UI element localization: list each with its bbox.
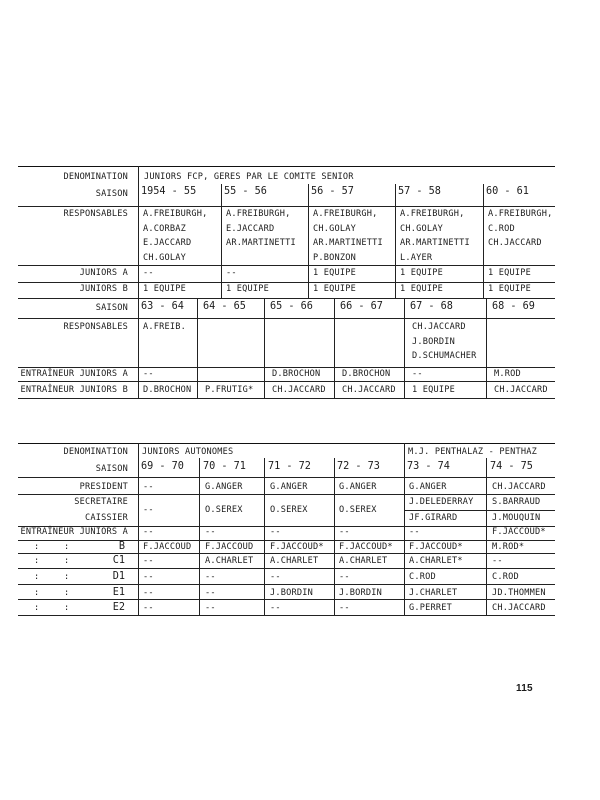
table-rule-horizontal bbox=[18, 367, 555, 368]
table-cell: JF.GIRARD bbox=[409, 513, 458, 523]
table-rule-vertical bbox=[138, 443, 139, 615]
merged-cell: O.SEREX bbox=[270, 505, 308, 515]
juniors-a-cell: -- bbox=[143, 268, 154, 278]
responsables-label: RESPONSABLES bbox=[63, 209, 128, 219]
ditto-colon: : bbox=[34, 556, 40, 566]
juniors-a-cell: 1 EQUIPE bbox=[400, 268, 443, 278]
table-rule-vertical bbox=[199, 458, 200, 615]
row-label: E1 bbox=[112, 587, 125, 598]
table-cell: F.JACCOUD* bbox=[492, 527, 546, 537]
table-rule-vertical bbox=[221, 184, 222, 298]
denomination-label: DENOMINATION bbox=[63, 447, 128, 457]
table-rule-vertical bbox=[264, 458, 265, 615]
ditto-colon: : bbox=[64, 542, 70, 552]
table-rule-horizontal bbox=[18, 318, 555, 319]
juniors-b-cell: 1 EQUIPE bbox=[488, 284, 531, 294]
table-cell: -- bbox=[339, 527, 350, 537]
table-rule-horizontal bbox=[18, 298, 555, 299]
table-cell: G.ANGER bbox=[205, 482, 243, 492]
ditto-colon: : bbox=[64, 556, 70, 566]
table-cell: M.ROD* bbox=[492, 542, 525, 552]
entraineur-a-cell: -- bbox=[143, 369, 154, 379]
ditto-colon: : bbox=[64, 588, 70, 598]
saison-label: SAISON bbox=[95, 189, 128, 199]
table-rule-vertical bbox=[404, 443, 405, 458]
table-rule-vertical bbox=[486, 458, 487, 615]
denomination-value: JUNIORS AUTONOMES bbox=[142, 447, 234, 457]
table-rule-horizontal bbox=[18, 540, 555, 541]
table-cell: -- bbox=[339, 572, 350, 582]
ditto-colon: : bbox=[34, 603, 40, 613]
table-cell: J.BORDIN bbox=[339, 588, 382, 598]
table-rule-horizontal bbox=[18, 166, 555, 167]
row-label: ENTRAÎNEUR JUNIORS A bbox=[20, 527, 128, 537]
season-header: 69 - 70 bbox=[141, 461, 184, 472]
table-rule-horizontal bbox=[18, 265, 555, 266]
responsable-name: AR.MARTINETTI bbox=[400, 238, 470, 248]
table-rule-vertical bbox=[334, 298, 335, 398]
merged-cell: -- bbox=[143, 505, 154, 515]
season-header: 68 - 69 bbox=[492, 301, 535, 312]
table-rule-horizontal bbox=[404, 510, 555, 511]
season-header: 74 - 75 bbox=[490, 461, 533, 472]
table-rule-vertical bbox=[138, 166, 139, 398]
entraineur-a-label: ENTRAÎNEUR JUNIORS A bbox=[20, 369, 128, 379]
ditto-colon: : bbox=[34, 572, 40, 582]
table-cell: CH.JACCARD bbox=[492, 482, 546, 492]
table-rule-horizontal bbox=[18, 494, 555, 495]
responsable-name: A.FREIBURGH, bbox=[143, 209, 208, 219]
responsable-name: CH.GOLAY bbox=[143, 252, 186, 263]
responsable-name: J.BORDIN bbox=[412, 336, 455, 347]
table-cell: -- bbox=[143, 603, 154, 613]
juniors-b-cell: 1 EQUIPE bbox=[143, 284, 186, 294]
season-header: 70 - 71 bbox=[203, 461, 246, 472]
table-cell: F.JACCOUD bbox=[143, 542, 192, 552]
row-label: SECRETAIRE bbox=[74, 497, 128, 507]
responsable-name: L.AYER bbox=[400, 252, 433, 263]
juniors-a-cell: -- bbox=[226, 268, 237, 278]
table-cell: -- bbox=[143, 527, 154, 537]
table-cell: C.ROD bbox=[409, 572, 436, 582]
table-cell: F.JACCOUD* bbox=[339, 542, 393, 552]
entraineur-b-cell: CH.JACCARD bbox=[342, 385, 396, 395]
row-label: PRESIDENT bbox=[79, 482, 128, 492]
table-rule-horizontal bbox=[18, 477, 555, 478]
juniors-b-cell: 1 EQUIPE bbox=[313, 284, 356, 294]
table-cell: G.ANGER bbox=[270, 482, 308, 492]
season-header: 55 - 56 bbox=[224, 186, 267, 197]
juniors-b-cell: 1 EQUIPE bbox=[226, 284, 269, 294]
ditto-colon: : bbox=[34, 588, 40, 598]
row-label: C1 bbox=[112, 555, 125, 566]
season-header: 66 - 67 bbox=[340, 301, 383, 312]
responsables-label: RESPONSABLES bbox=[63, 322, 128, 332]
juniors-a-cell: 1 EQUIPE bbox=[488, 268, 531, 278]
ditto-colon: : bbox=[64, 603, 70, 613]
table-rule-vertical bbox=[404, 298, 405, 398]
responsable-name: P.BONZON bbox=[313, 252, 356, 263]
responsable-name: AR.MARTINETTI bbox=[226, 238, 296, 248]
table-rule-vertical bbox=[308, 184, 309, 298]
table-cell: -- bbox=[270, 572, 281, 582]
table-cell: -- bbox=[409, 527, 420, 537]
season-header: 73 - 74 bbox=[407, 461, 450, 472]
responsable-name: A.FREIBURGH, bbox=[226, 209, 291, 219]
table-cell: -- bbox=[270, 603, 281, 613]
season-header: 1954 - 55 bbox=[141, 186, 197, 197]
table-rule-horizontal bbox=[18, 599, 555, 600]
merged-cell: O.SEREX bbox=[339, 505, 377, 515]
table-rule-vertical bbox=[197, 298, 198, 398]
table-cell: JD.THOMMEN bbox=[492, 588, 546, 598]
entraineur-a-cell: D.BROCHON bbox=[272, 369, 321, 379]
responsable-name: CH.GOLAY bbox=[313, 223, 356, 234]
season-header: 60 - 61 bbox=[486, 186, 529, 197]
table-rule-vertical bbox=[334, 458, 335, 615]
table-cell: G.PERRET bbox=[409, 603, 452, 613]
season-header: 71 - 72 bbox=[268, 461, 311, 472]
entraineur-a-cell: M.ROD bbox=[494, 369, 521, 379]
table-cell: A.CHARLET bbox=[205, 556, 254, 566]
entraineur-b-cell: 1 EQUIPE bbox=[412, 385, 455, 395]
responsable-name: C.ROD bbox=[488, 223, 515, 234]
table-rule-horizontal bbox=[18, 553, 555, 554]
table-cell: J.CHARLET bbox=[409, 588, 458, 598]
entraineur-a-cell: -- bbox=[412, 369, 423, 379]
table-rule-vertical bbox=[264, 298, 265, 398]
responsable-name: CH.JACCARD bbox=[488, 238, 542, 248]
page-number: 115 bbox=[516, 683, 533, 694]
table-rule-horizontal bbox=[18, 568, 555, 569]
responsable-name: A.FREIBURGH, bbox=[488, 209, 553, 219]
entraineur-a-cell: D.BROCHON bbox=[342, 369, 391, 379]
responsable-name: CH.JACCARD bbox=[412, 322, 466, 332]
entraineur-b-cell: CH.JACCARD bbox=[272, 385, 326, 395]
table-cell: F.JACCOUD bbox=[205, 542, 254, 552]
denomination-value: JUNIORS FCP, GERES PAR LE COMITE SENIOR bbox=[144, 172, 354, 182]
juniors-b-cell: 1 EQUIPE bbox=[400, 284, 443, 294]
table-rule-horizontal bbox=[18, 206, 555, 207]
table-cell: CH.JACCARD bbox=[492, 603, 546, 613]
table-cell: -- bbox=[143, 556, 154, 566]
responsable-name: D.SCHUMACHER bbox=[412, 351, 477, 361]
table-cell: -- bbox=[143, 572, 154, 582]
table-cell: -- bbox=[270, 527, 281, 537]
table-cell: A.CHARLET bbox=[339, 556, 388, 566]
table-cell: C.ROD bbox=[492, 572, 519, 582]
denomination-value-2: M.J. PENTHALAZ - PENTHAZ bbox=[408, 447, 537, 457]
responsable-name: A.FREIBURGH, bbox=[313, 209, 378, 219]
responsable-name: E.JACCARD bbox=[143, 238, 192, 248]
table-cell: A.CHARLET* bbox=[409, 556, 463, 566]
entraineur-b-cell: P.FRUTIG* bbox=[205, 385, 254, 395]
table-rule-horizontal bbox=[18, 282, 555, 283]
table-cell: -- bbox=[205, 588, 216, 598]
table-rule-horizontal bbox=[18, 381, 555, 382]
season-header: 65 - 66 bbox=[270, 301, 313, 312]
season-header: 57 - 58 bbox=[398, 186, 441, 197]
ditto-colon: : bbox=[64, 572, 70, 582]
responsable-name: A.FREIB. bbox=[143, 322, 186, 332]
responsable-name: CH.GOLAY bbox=[400, 223, 443, 234]
table-rule-horizontal bbox=[18, 398, 555, 399]
table-cell: -- bbox=[205, 527, 216, 537]
row-label: D1 bbox=[112, 571, 125, 582]
table-rule-vertical bbox=[404, 458, 405, 615]
season-header: 67 - 68 bbox=[410, 301, 453, 312]
table-rule-horizontal bbox=[18, 443, 555, 444]
responsable-name: A.FREIBURGH, bbox=[400, 209, 465, 219]
juniors-b-label: JUNIORS B bbox=[79, 284, 128, 294]
table-cell: J.BORDIN bbox=[270, 588, 313, 598]
saison-label: SAISON bbox=[95, 303, 128, 313]
table-cell: -- bbox=[205, 572, 216, 582]
table-cell: F.JACCOUD* bbox=[409, 542, 463, 552]
table-rule-vertical bbox=[483, 184, 484, 298]
table-rule-vertical bbox=[395, 184, 396, 298]
responsable-name: E.JACCARD bbox=[226, 223, 275, 234]
merged-cell: O.SEREX bbox=[205, 505, 243, 515]
ditto-colon: : bbox=[34, 542, 40, 552]
season-header: 63 - 64 bbox=[141, 301, 184, 312]
juniors-a-cell: 1 EQUIPE bbox=[313, 268, 356, 278]
entraineur-b-cell: D.BROCHON bbox=[143, 385, 192, 395]
table-cell: F.JACCOUD* bbox=[270, 542, 324, 552]
responsable-name: AR.MARTINETTI bbox=[313, 238, 383, 248]
table-cell: J.DELEDERRAY bbox=[409, 497, 474, 507]
table-cell: G.ANGER bbox=[409, 482, 447, 492]
table-cell: S.BARRAUD bbox=[492, 497, 541, 507]
table-cell: -- bbox=[492, 556, 503, 566]
responsable-name: A.CORBAZ bbox=[143, 223, 186, 234]
season-header: 72 - 73 bbox=[337, 461, 380, 472]
table-cell: G.ANGER bbox=[339, 482, 377, 492]
saison-label: SAISON bbox=[95, 464, 128, 474]
juniors-a-label: JUNIORS A bbox=[79, 268, 128, 278]
row-label: CAISSIER bbox=[85, 513, 128, 523]
season-header: 56 - 57 bbox=[311, 186, 354, 197]
table-cell: -- bbox=[143, 482, 154, 492]
denomination-label: DENOMINATION bbox=[63, 172, 128, 182]
table-cell: -- bbox=[339, 603, 350, 613]
table-cell: J.MOUQUIN bbox=[492, 513, 541, 523]
table-cell: A.CHARLET bbox=[270, 556, 319, 566]
table-rule-horizontal bbox=[18, 584, 555, 585]
season-header: 64 - 65 bbox=[203, 301, 246, 312]
row-label: B bbox=[118, 541, 125, 552]
table-rule-horizontal bbox=[18, 615, 555, 616]
entraineur-b-label: ENTRAÎNEUR JUNIORS B bbox=[20, 385, 128, 395]
table-cell: -- bbox=[205, 603, 216, 613]
entraineur-b-cell: CH.JACCARD bbox=[494, 385, 548, 395]
row-label: E2 bbox=[112, 602, 125, 613]
table-cell: -- bbox=[143, 588, 154, 598]
table-rule-vertical bbox=[486, 298, 487, 398]
